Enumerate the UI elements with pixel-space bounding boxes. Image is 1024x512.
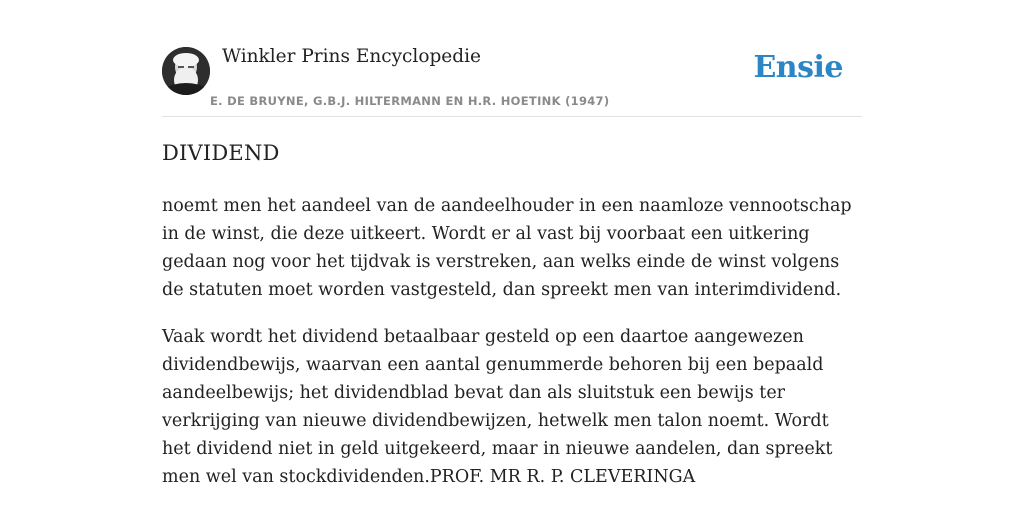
article-headword: DIVIDEND xyxy=(162,141,280,165)
article-paragraph: Vaak wordt het dividend betaalbaar gesteld op een daartoe aangewezen dividendbewijs, waarvan een aantal genummerde behoren bij een bepaald aandeelbewijs; het dividendblad bevat dan als sluitstuk een bewijs ter verkrijging van nieuwe dividendbewijzen, hetwelk men talon noemt. Wordt het dividend niet in geld uitgekeerd, maar in nieuwe aandelen, dan spreekt men wel van stockdividenden.PROF. MR R. P. CLEVERINGA xyxy=(162,327,833,487)
author-avatar[interactable] xyxy=(162,47,210,95)
article-body xyxy=(162,192,862,510)
source-title[interactable]: Winkler Prins Encyclopedie xyxy=(222,46,481,67)
portrait-icon xyxy=(162,47,210,95)
source-authors: E. DE BRUYNE, G.B.J. HILTERMANN EN H.R. HOETINK (1947) xyxy=(210,94,610,108)
ensie-logo[interactable]: Ensie xyxy=(753,50,843,85)
source-header xyxy=(162,0,862,117)
article-paragraph: noemt men het aandeel van de aandeelhouder in een naamloze vennootschap in de winst, die deze uitkeert. Wordt er al vast bij voorbaat een uitkering gedaan nog voor het tijdvak is verstreken, aan welks einde de winst volgens de statuten moet worden vastgesteld, dan spreekt men van interimdividend. xyxy=(162,196,852,300)
